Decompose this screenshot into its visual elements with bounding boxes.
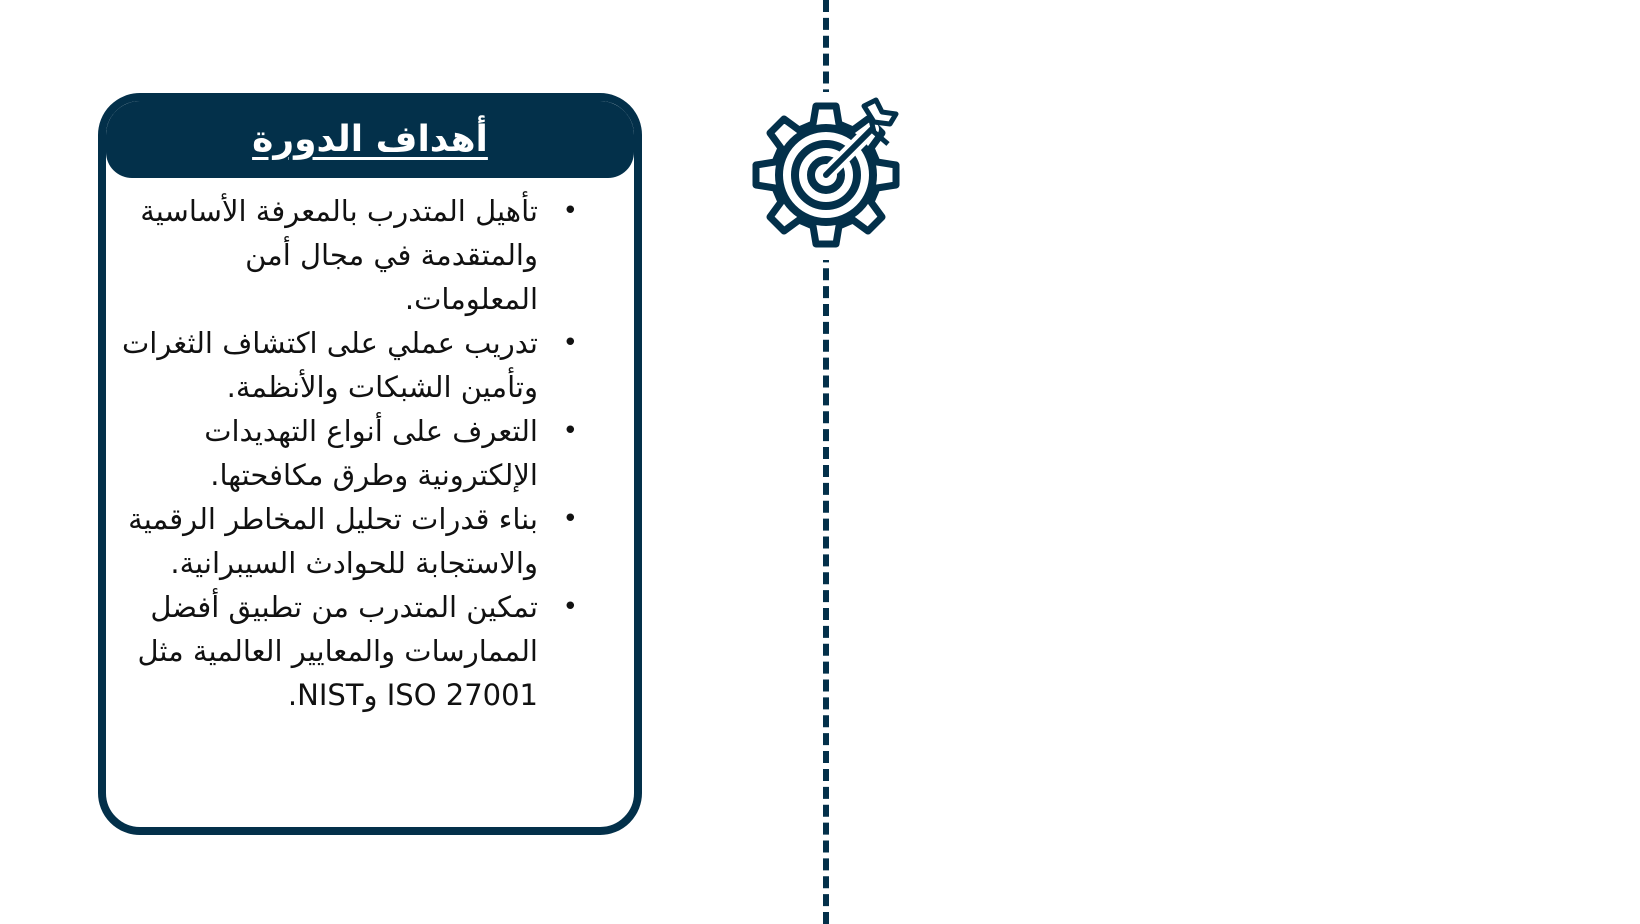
list-item bbox=[108, 189, 578, 321]
bullet-icon: • bbox=[562, 416, 578, 446]
course-goals-card bbox=[98, 93, 642, 835]
goal-text: تمكين المتدرب من تطبيق أفضل الممارسات والمعايير العالمية مثل ISO 27001 وNIST. bbox=[137, 590, 538, 712]
goal-text: التعرف على أنواع التهديدات الإلكترونية وطرق مكافحتها. bbox=[204, 414, 538, 492]
list-item bbox=[108, 497, 578, 585]
goals-list bbox=[108, 189, 586, 717]
list-item bbox=[108, 321, 578, 409]
card-title: أهداف الدورة bbox=[252, 119, 488, 160]
goal-text: تدريب عملي على اكتشاف الثغرات وتأمين الشبكات والأنظمة. bbox=[121, 326, 538, 404]
goal-text: بناء قدرات تحليل المخاطر الرقمية والاستجابة للحوادث السيبرانية. bbox=[128, 502, 538, 580]
gear-target-icon bbox=[742, 92, 910, 260]
bullet-icon: • bbox=[562, 592, 578, 622]
goal-text: تأهيل المتدرب بالمعرفة الأساسية والمتقدمة في مجال أمن المعلومات. bbox=[140, 194, 538, 316]
list-item bbox=[108, 409, 578, 497]
bullet-icon: • bbox=[562, 196, 578, 226]
bullet-icon: • bbox=[562, 328, 578, 358]
card-header bbox=[106, 101, 634, 178]
bullet-icon: • bbox=[562, 504, 578, 534]
list-item bbox=[108, 585, 578, 717]
